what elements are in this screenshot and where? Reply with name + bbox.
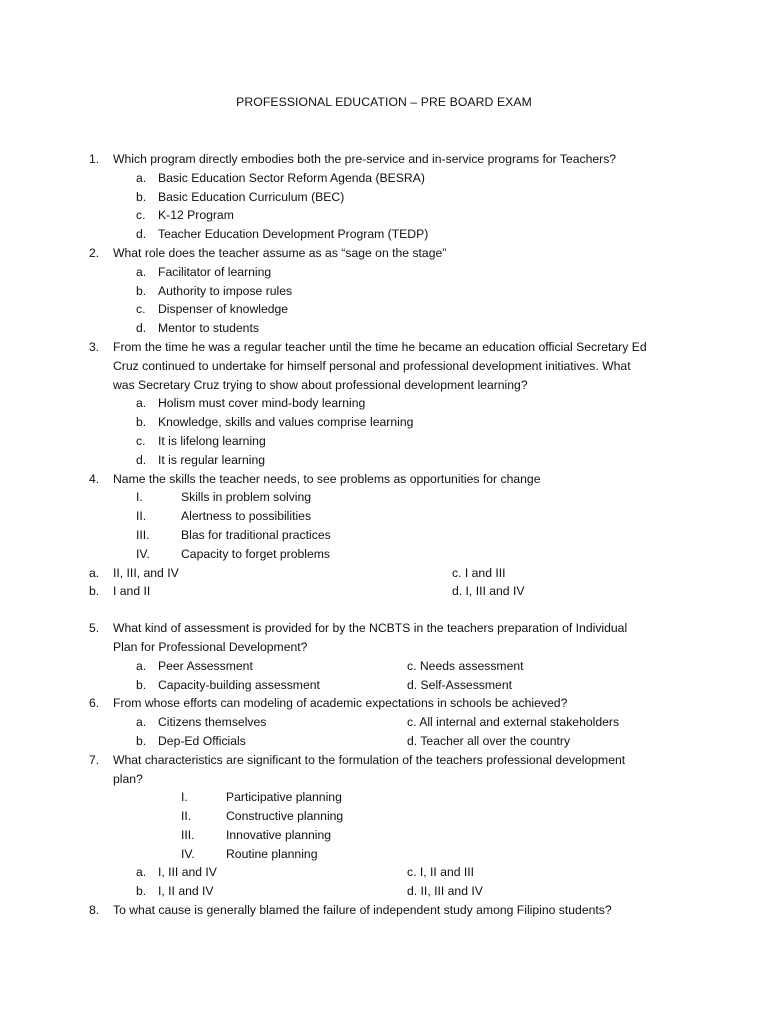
question-6	[0, 694, 653, 713]
roman-item	[0, 807, 768, 826]
roman-numeral: III.	[136, 527, 150, 542]
question-number: 2.	[89, 245, 100, 260]
question-text: From whose efforts can modeling of academic expectations in schools be achieved?	[113, 696, 568, 711]
roman-item	[0, 826, 768, 845]
option-letter: b.	[136, 415, 147, 430]
option	[0, 282, 768, 301]
question-5	[0, 619, 653, 657]
roman-item	[0, 488, 768, 507]
option	[0, 432, 768, 451]
question-text: From the time he was a regular teacher until the time he became an education official Secretary Ed Cruz continued to undertake for himself personal and professional development initiatives. What was Secretary Cruz trying to show about professional development learning?	[113, 339, 647, 392]
option-letter: b.	[89, 584, 100, 599]
option	[0, 413, 768, 432]
option-text: d. Self-Assessment	[407, 677, 512, 692]
option	[0, 188, 768, 207]
roman-item	[0, 507, 768, 526]
page-title: PROFESSIONAL EDUCATION – PRE BOARD EXAM	[236, 95, 532, 109]
answer-choice-row	[0, 863, 768, 882]
roman-numeral: III.	[181, 827, 195, 842]
option	[0, 206, 768, 225]
question-text: Which program directly embodies both the pre-service and in-service programs for Teachers?	[113, 152, 617, 166]
roman-item	[0, 788, 768, 807]
option-text: II, III, and IV	[113, 565, 179, 580]
option-letter: b.	[136, 283, 147, 298]
roman-item-text: Blas for traditional practices	[181, 527, 331, 542]
roman-item-text: Participative planning	[226, 790, 342, 805]
option-letter: b.	[136, 733, 147, 748]
roman-item-text: Alertness to possibilities	[181, 509, 312, 524]
option	[0, 319, 768, 338]
option	[0, 300, 768, 319]
answer-choice-row	[0, 564, 768, 583]
option-text: c. I and III	[452, 565, 506, 580]
option	[0, 225, 768, 244]
option-text: c. I, II and III	[407, 865, 475, 880]
roman-numeral: II.	[136, 509, 147, 524]
option-letter: d.	[136, 321, 147, 336]
option-text: d. Teacher all over the country	[407, 733, 571, 748]
option-letter: a.	[89, 565, 100, 580]
answer-choice-row	[0, 676, 768, 695]
option-text: Knowledge, skills and values comprise learning	[158, 415, 414, 430]
roman-item-text: Innovative planning	[226, 827, 332, 842]
option-letter: a.	[136, 396, 147, 411]
question-list	[0, 150, 768, 920]
roman-numeral: IV.	[181, 846, 195, 861]
answer-choice-row	[0, 713, 768, 732]
option-text: I and II	[113, 584, 151, 599]
option-letter: a.	[136, 264, 147, 279]
answer-choice-row	[0, 657, 768, 676]
option-text: Citizens themselves	[158, 715, 267, 730]
option-text: It is regular learning	[158, 452, 266, 467]
question-2	[0, 244, 653, 263]
option-letter: c.	[136, 433, 146, 448]
roman-item-text: Routine planning	[226, 846, 318, 861]
question-number: 6.	[89, 696, 100, 711]
roman-item-text: Capacity to forget problems	[181, 546, 331, 561]
question-4	[0, 470, 653, 489]
option-text: Peer Assessment	[158, 658, 253, 673]
option-text: Authority to impose rules	[158, 283, 293, 298]
option-text: Dispenser of knowledge	[158, 302, 289, 317]
option-text: c. All internal and external stakeholders	[407, 715, 620, 730]
option-letter: b.	[136, 677, 147, 692]
question-3	[0, 338, 653, 394]
option-letter: d.	[136, 452, 147, 467]
option-letter: a.	[136, 865, 147, 880]
answer-choice-row	[0, 582, 768, 601]
roman-numeral: I.	[136, 490, 143, 505]
option-text: Dep-Ed Officials	[158, 733, 246, 748]
option	[0, 263, 768, 282]
question-1	[0, 150, 653, 169]
roman-item-text: Skills in problem solving	[181, 490, 312, 505]
option-letter: a.	[136, 170, 147, 185]
question-number: 8.	[89, 903, 100, 918]
question-text: Name the skills the teacher needs, to see problems as opportunities for change	[113, 471, 541, 486]
question-text: What characteristics are significant to the formulation of the teachers professional development plan?	[113, 752, 626, 786]
option-text: Mentor to students	[158, 321, 259, 336]
option	[0, 169, 768, 188]
question-number: 7.	[89, 752, 100, 767]
option-text: Holism must cover mind-body learning	[158, 396, 366, 411]
option-letter: b.	[136, 189, 147, 204]
option-text: It is lifelong learning	[158, 433, 266, 448]
roman-item	[0, 845, 768, 864]
question-7	[0, 751, 653, 789]
answer-choice-row	[0, 882, 768, 901]
question-number: 5.	[89, 621, 100, 636]
answer-choice-row	[0, 732, 768, 751]
question-number: 4.	[89, 471, 100, 486]
option-text: Basic Education Curriculum (BEC)	[158, 189, 345, 204]
question-number: 1.	[89, 152, 100, 166]
roman-numeral: I.	[181, 790, 188, 805]
option-letter: d.	[136, 227, 147, 242]
question-8	[0, 901, 653, 920]
question-number: 3.	[89, 339, 100, 354]
option	[0, 394, 768, 413]
option-letter: a.	[136, 658, 147, 673]
option-text: Facilitator of learning	[158, 264, 272, 279]
roman-item-text: Constructive planning	[226, 809, 344, 824]
spacer	[0, 601, 768, 619]
option-letter: c.	[136, 302, 146, 317]
option-text: I, II and IV	[158, 884, 214, 899]
option-letter: c.	[136, 208, 146, 223]
option	[0, 451, 768, 470]
option-letter: b.	[136, 884, 147, 899]
option-text: Basic Education Sector Reform Agenda (BESRA)	[158, 170, 425, 185]
question-text: What role does the teacher assume as as “sage on the stage”	[113, 245, 447, 260]
option-text: K-12 Program	[158, 208, 234, 223]
roman-numeral: II.	[181, 809, 192, 824]
option-text: Capacity-building assessment	[158, 677, 320, 692]
option-text: c. Needs assessment	[407, 658, 524, 673]
roman-numeral: IV.	[136, 546, 150, 561]
option-text: d. I, III and IV	[452, 584, 525, 599]
option-text: I, III and IV	[158, 865, 217, 880]
roman-item	[0, 526, 768, 545]
roman-item	[0, 545, 768, 564]
question-text: What kind of assessment is provided for by the NCBTS in the teachers preparation of Individual Plan for Professional Development?	[113, 621, 628, 654]
option-letter: a.	[136, 715, 147, 730]
option-text: d. II, III and IV	[407, 884, 483, 899]
option-text: Teacher Education Development Program (TEDP)	[158, 227, 429, 242]
question-text: To what cause is generally blamed the failure of independent study among Filipino students?	[113, 903, 612, 918]
